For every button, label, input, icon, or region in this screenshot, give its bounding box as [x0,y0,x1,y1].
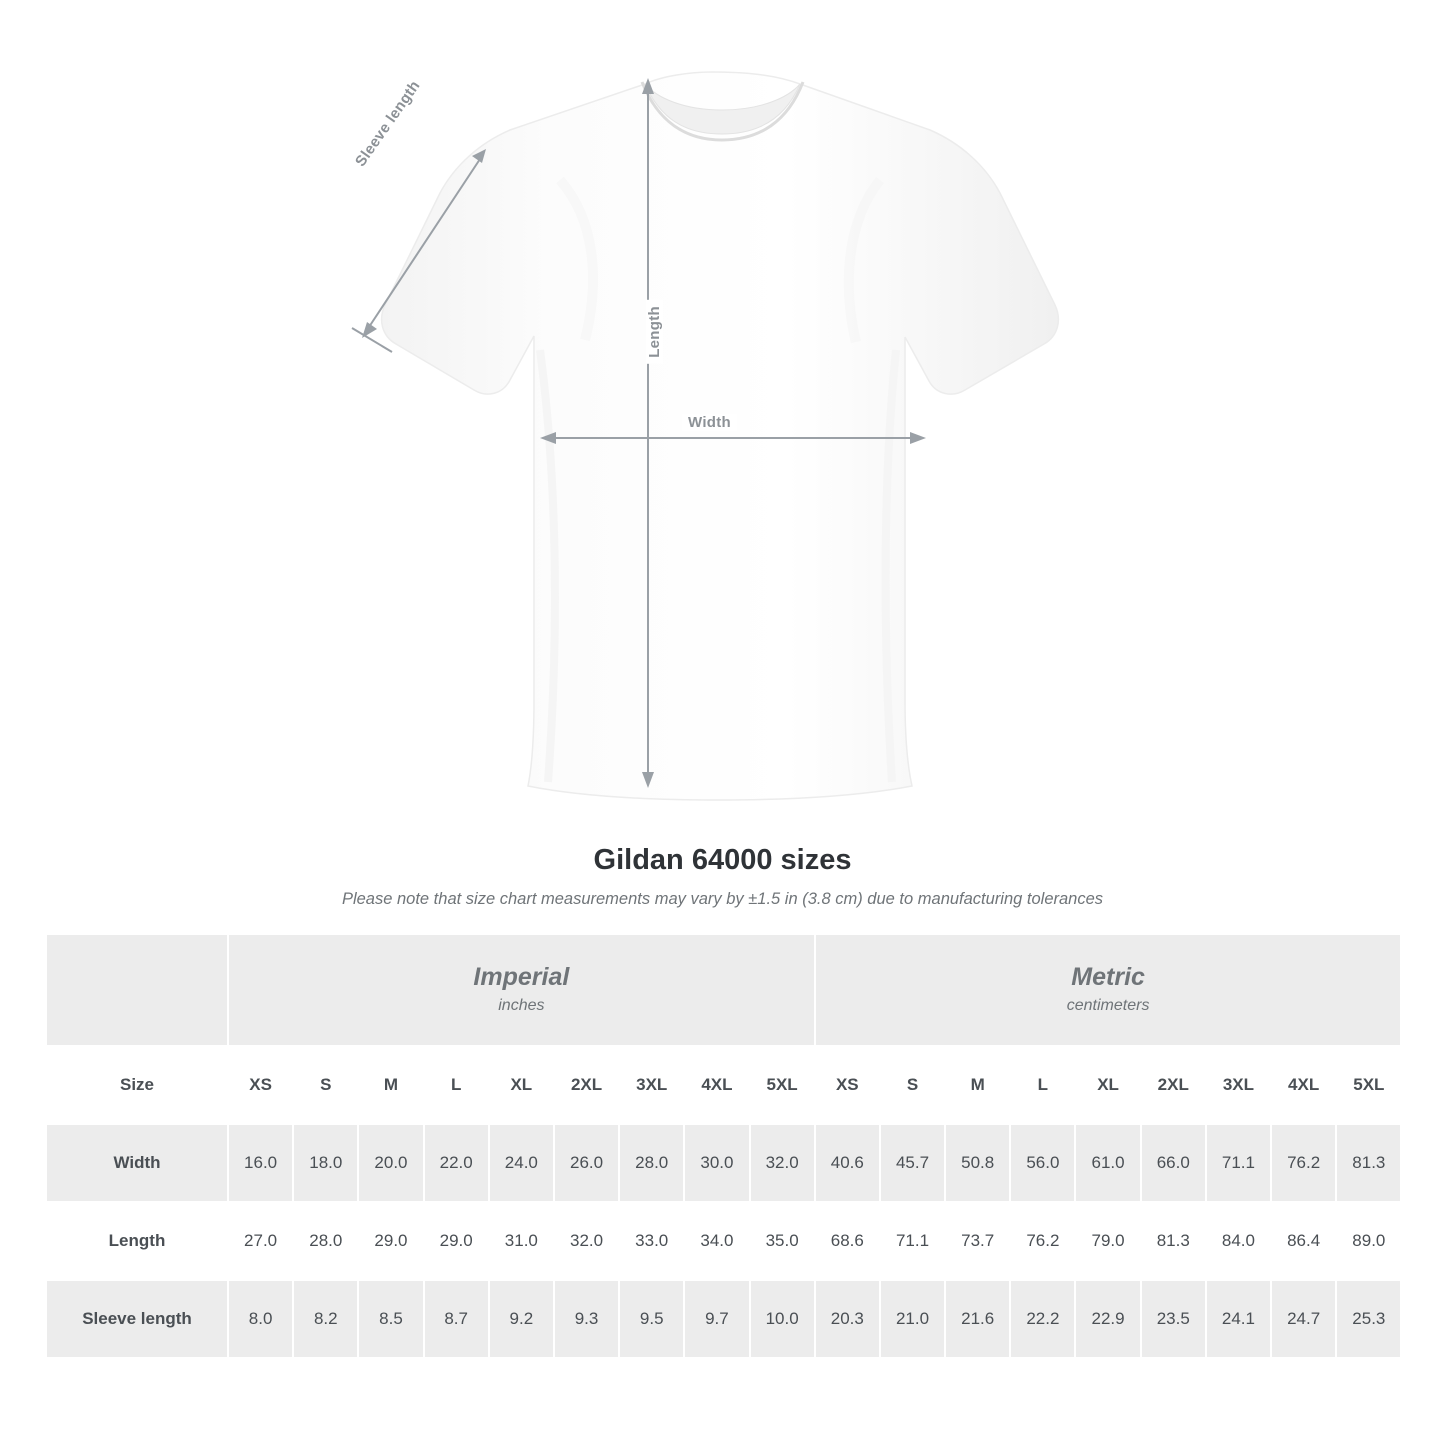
size-col-metric-xs: XS [815,1046,880,1124]
cell-width-imperial-5xl: 32.0 [750,1124,815,1202]
cell-sleeve-imperial-4xl: 9.7 [684,1280,749,1358]
cell-length-metric-3xl: 84.0 [1206,1202,1271,1280]
cell-width-metric-4xl: 76.2 [1271,1124,1336,1202]
table-row [46,1280,1401,1358]
cell-length-imperial-xs: 27.0 [228,1202,293,1280]
size-col-metric-5xl: 5XL [1336,1046,1401,1124]
table-row [46,1202,1401,1280]
cell-width-imperial-s: 18.0 [293,1124,358,1202]
size-col-imperial-xl: XL [489,1046,554,1124]
size-col-metric-3xl: 3XL [1206,1046,1271,1124]
cell-length-metric-xl: 79.0 [1075,1202,1140,1280]
cell-width-metric-2xl: 66.0 [1141,1124,1206,1202]
size-col-imperial-3xl: 3XL [619,1046,684,1124]
cell-length-metric-xs: 68.6 [815,1202,880,1280]
unit-header-metric [815,934,1402,1046]
cell-width-metric-s: 45.7 [880,1124,945,1202]
cell-width-metric-5xl: 81.3 [1336,1124,1401,1202]
unit-header-row [46,934,1401,1046]
cell-width-imperial-m: 20.0 [358,1124,423,1202]
cell-sleeve-imperial-2xl: 9.3 [554,1280,619,1358]
cell-width-imperial-xs: 16.0 [228,1124,293,1202]
cell-sleeve-metric-xs: 20.3 [815,1280,880,1358]
cell-length-metric-m: 73.7 [945,1202,1010,1280]
size-col-imperial-m: M [358,1046,423,1124]
cell-width-metric-m: 50.8 [945,1124,1010,1202]
cell-width-imperial-2xl: 26.0 [554,1124,619,1202]
cell-width-metric-xs: 40.6 [815,1124,880,1202]
cell-width-metric-3xl: 71.1 [1206,1124,1271,1202]
size-col-metric-2xl: 2XL [1141,1046,1206,1124]
cell-length-imperial-4xl: 34.0 [684,1202,749,1280]
unit-name-metric: Metric [1071,962,1145,991]
title-block [0,844,1445,909]
size-col-metric-l: L [1010,1046,1075,1124]
cell-length-imperial-l: 29.0 [424,1202,489,1280]
size-col-metric-m: M [945,1046,1010,1124]
cell-length-metric-l: 76.2 [1010,1202,1075,1280]
cell-length-imperial-m: 29.0 [358,1202,423,1280]
size-header-row [46,1046,1401,1124]
size-col-imperial-xs: XS [228,1046,293,1124]
cell-length-imperial-3xl: 33.0 [619,1202,684,1280]
size-col-metric-4xl: 4XL [1271,1046,1336,1124]
unit-name-imperial: Imperial [473,962,570,991]
row-label-width: Width [46,1124,228,1202]
size-table [45,933,1402,1359]
cell-sleeve-metric-2xl: 23.5 [1141,1280,1206,1358]
unit-header-spacer [46,934,228,1046]
cell-sleeve-metric-l: 22.2 [1010,1280,1075,1358]
cell-sleeve-metric-m: 21.6 [945,1280,1010,1358]
cell-sleeve-imperial-l: 8.7 [424,1280,489,1358]
size-table-wrapper [45,933,1400,1359]
cell-length-imperial-s: 28.0 [293,1202,358,1280]
size-col-imperial-2xl: 2XL [554,1046,619,1124]
unit-header-imperial [228,934,815,1046]
size-col-imperial-5xl: 5XL [750,1046,815,1124]
cell-length-imperial-2xl: 32.0 [554,1202,619,1280]
width-dimension-label: Width [682,414,737,431]
cell-length-metric-5xl: 89.0 [1336,1202,1401,1280]
cell-sleeve-imperial-m: 8.5 [358,1280,423,1358]
row-label-length: Length [46,1202,228,1280]
cell-sleeve-imperial-3xl: 9.5 [619,1280,684,1358]
cell-sleeve-imperial-5xl: 10.0 [750,1280,815,1358]
row-header-size: Size [46,1046,228,1124]
size-col-metric-s: S [880,1046,945,1124]
cell-length-imperial-xl: 31.0 [489,1202,554,1280]
cell-length-metric-2xl: 81.3 [1141,1202,1206,1280]
cell-sleeve-metric-xl: 22.9 [1075,1280,1140,1358]
cell-sleeve-metric-s: 21.0 [880,1280,945,1358]
cell-width-imperial-l: 22.0 [424,1124,489,1202]
cell-sleeve-imperial-s: 8.2 [293,1280,358,1358]
cell-width-metric-xl: 61.0 [1075,1124,1140,1202]
row-label-sleeve-length: Sleeve length [46,1280,228,1358]
cell-width-metric-l: 56.0 [1010,1124,1075,1202]
cell-sleeve-imperial-xs: 8.0 [228,1280,293,1358]
page-title: Gildan 64000 sizes [593,844,852,876]
size-col-metric-xl: XL [1075,1046,1140,1124]
table-row [46,1124,1401,1202]
cell-length-imperial-5xl: 35.0 [750,1202,815,1280]
unit-sub-imperial: inches [498,996,545,1014]
length-dimension-label: Length [646,300,663,364]
cell-width-imperial-3xl: 28.0 [619,1124,684,1202]
cell-sleeve-metric-5xl: 25.3 [1336,1280,1401,1358]
size-col-imperial-l: L [424,1046,489,1124]
size-col-imperial-s: S [293,1046,358,1124]
sleeve-length-dimension-label: Sleeve length [352,77,424,170]
cell-width-imperial-4xl: 30.0 [684,1124,749,1202]
cell-length-metric-s: 71.1 [880,1202,945,1280]
size-col-imperial-4xl: 4XL [684,1046,749,1124]
cell-sleeve-imperial-xl: 9.2 [489,1280,554,1358]
tolerance-note: Please note that size chart measurements may vary by ±1.5 in (3.8 cm) due to manufacturing tolerances [341,890,1104,908]
unit-sub-metric: centimeters [1066,996,1150,1014]
cell-sleeve-metric-3xl: 24.1 [1206,1280,1271,1358]
cell-length-metric-4xl: 86.4 [1271,1202,1336,1280]
cell-width-imperial-xl: 24.0 [489,1124,554,1202]
cell-sleeve-metric-4xl: 24.7 [1271,1280,1336,1358]
